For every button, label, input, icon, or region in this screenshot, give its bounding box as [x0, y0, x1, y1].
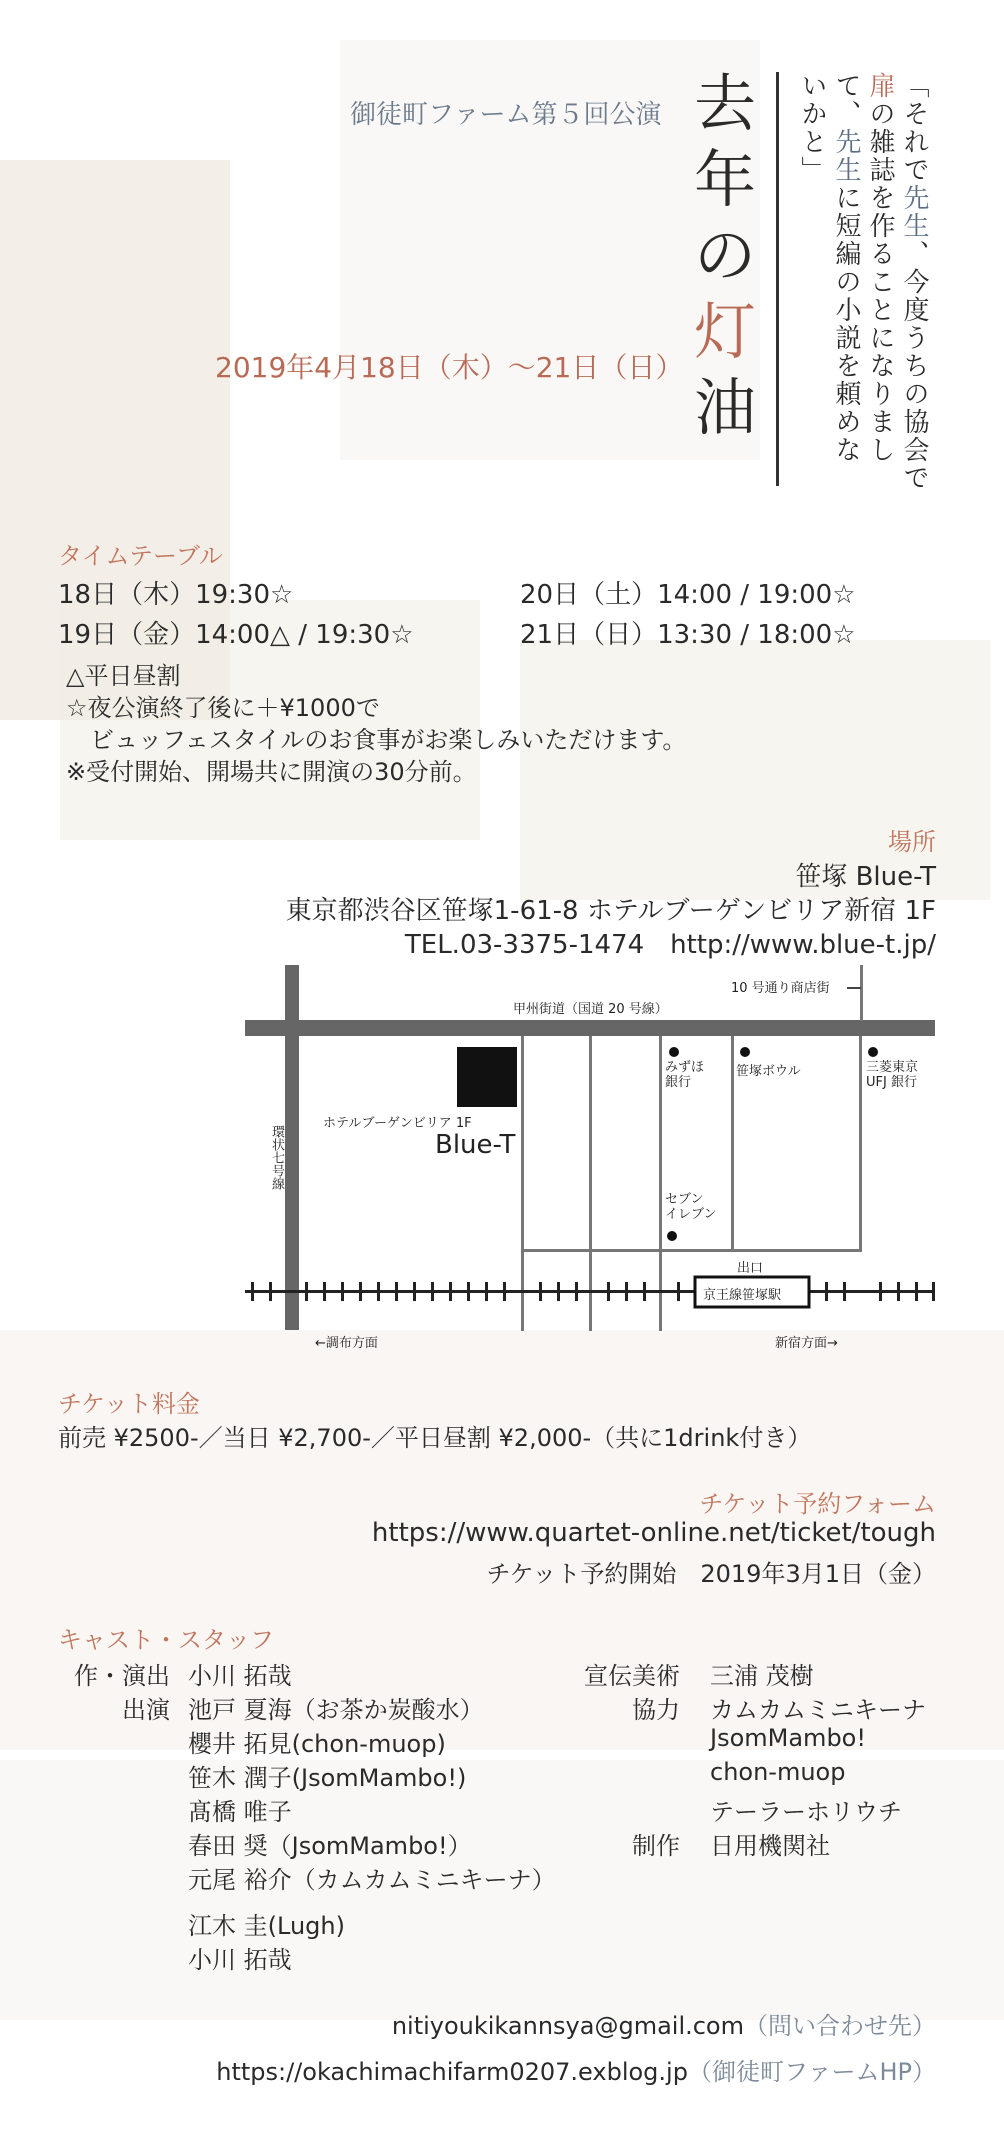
reservation-heading: チケット予約フォーム: [699, 1490, 936, 1518]
quote-line: て、先生に短編の小説を頼めな: [831, 72, 861, 464]
cast-name: 小川 拓哉: [188, 1946, 292, 1974]
map-ring-label: 環状七号線: [269, 1125, 284, 1190]
map-store-label: セブン イレブン: [665, 1192, 717, 1222]
performance-date: 2019年4月18日（木）～21日（日）: [215, 351, 684, 384]
map-venue-label: Blue-T: [435, 1130, 516, 1160]
timetable-cell: 19日（金）14:00△ / 19:30☆: [58, 620, 414, 650]
map-graphic: [235, 960, 950, 1350]
ticket-heading: チケット料金: [58, 1390, 200, 1418]
map-station-label: 京王線笹塚駅: [703, 1288, 782, 1303]
timetable-heading: タイムテーブル: [58, 542, 223, 570]
title-char: の: [693, 219, 756, 292]
cast-name: 笹木 潤子(JsomMambo!): [188, 1764, 467, 1792]
quote-keyword: 先生: [831, 128, 861, 184]
staff-role: 制作: [632, 1832, 680, 1860]
cast-name: 元尾 裕介（カムカムミニキーナ）: [188, 1866, 556, 1894]
quote-line: 「それで先生、今度うちの協会で: [899, 72, 929, 492]
cast-name: 江木 圭(Lugh): [188, 1912, 345, 1940]
homepage-line: [216, 2052, 936, 2087]
cast-name: 櫻井 拓見(chon-muop): [188, 1730, 446, 1758]
contact-note: （問い合わせ先）: [744, 2012, 936, 2040]
staff-name: 三浦 茂樹: [710, 1662, 814, 1690]
quote-vertical-text: [795, 72, 931, 512]
cast-role: 出演: [122, 1696, 170, 1724]
contact-email[interactable]: nitiyoukikannsya@gmail.com: [391, 2012, 744, 2040]
staff-name: JsomMambo!: [710, 1724, 866, 1752]
title-char: 年: [693, 143, 756, 216]
map-direction-label: 新宿方面→: [775, 1336, 838, 1351]
cast-name: 池戸 夏海（お茶か炭酸水）: [188, 1696, 484, 1724]
cast-name: 春田 奨（JsomMambo!）: [188, 1832, 472, 1860]
timetable-cell: 21日（日）13:30 / 18:00☆: [520, 620, 856, 650]
map-direction-label: ←調布方面: [315, 1336, 378, 1351]
title-char: 油: [693, 371, 756, 444]
timetable-note: ビュッフェスタイルのお食事がお楽しみいただけます。: [66, 726, 687, 754]
venue-address: 東京都渋谷区笹塚1-61-8 ホテルブーゲンビリア新宿 1F: [285, 896, 936, 926]
quote-keyword: 先生: [899, 184, 929, 240]
timetable-cell: 18日（木）19:30☆: [58, 580, 294, 610]
timetable-note: ※受付開始、開場共に開演の30分前。: [66, 758, 477, 786]
quote-line: いかと」: [797, 72, 827, 184]
map-hotel-label: ホテルブーゲンビリア 1F: [323, 1116, 472, 1131]
performance-subtitle: 御徒町ファーム第５回公演: [350, 100, 662, 130]
staff-name: chon-muop: [710, 1758, 846, 1786]
map-bowling-label: 笹塚ボウル: [736, 1064, 801, 1079]
homepage-url[interactable]: https://okachimachifarm0207.exblog.jp: [216, 2058, 688, 2086]
venue-heading: 場所: [888, 828, 936, 856]
contact-line: [392, 2006, 936, 2041]
map-street-label: 10 号通り商店街: [731, 981, 830, 996]
staff-name: 日用機関社: [710, 1832, 830, 1860]
title-char: 去: [693, 67, 756, 140]
cast-heading: キャスト・スタッフ: [58, 1626, 274, 1654]
staff-role: 協力: [632, 1696, 680, 1724]
homepage-note: （御徒町ファームHP）: [687, 2058, 936, 2086]
ticket-prices: 前売 ¥2500-／当日 ¥2,700-／平日昼割 ¥2,000-（共に1drink付き）: [58, 1424, 812, 1452]
map-road-label: 甲州街道（国道 20 号線）: [513, 1002, 668, 1017]
reservation-url[interactable]: https://www.quartet-online.net/ticket/tough: [371, 1518, 936, 1548]
staff-name: カムカムミニキーナ: [710, 1696, 926, 1724]
quote-keyword: 扉: [865, 72, 895, 100]
cast-role: 作・演出: [74, 1662, 170, 1690]
staff-name: テーラーホリウチ: [710, 1798, 902, 1826]
timetable-note: ☆夜公演終了後に＋¥1000で: [66, 694, 380, 722]
timetable-note: △平日昼割: [66, 662, 181, 690]
access-map: [235, 960, 950, 1350]
map-exit-label: 出口: [737, 1261, 764, 1276]
cast-name: 髙橋 唯子: [188, 1798, 292, 1826]
title-divider: [776, 72, 779, 486]
timetable-cell: 20日（土）14:00 / 19:00☆: [520, 580, 856, 610]
map-bank-label: 三菱東京 UFJ 銀行: [866, 1060, 919, 1090]
staff-role: 宣伝美術: [584, 1662, 680, 1690]
quote-line: 扉の雑誌を作ることになりまし: [865, 72, 895, 464]
play-title: [690, 66, 760, 446]
cast-name: 小川 拓哉: [188, 1662, 292, 1690]
map-bank-label: みずほ 銀行: [665, 1060, 705, 1090]
venue-name: 笹塚 Blue-T: [795, 862, 936, 892]
title-char-accent: 灯: [693, 295, 756, 368]
reservation-start: チケット予約開始 2019年3月1日（金）: [486, 1560, 936, 1588]
venue-contact: TEL.03-3375-1474 http://www.blue-t.jp/: [404, 930, 936, 960]
